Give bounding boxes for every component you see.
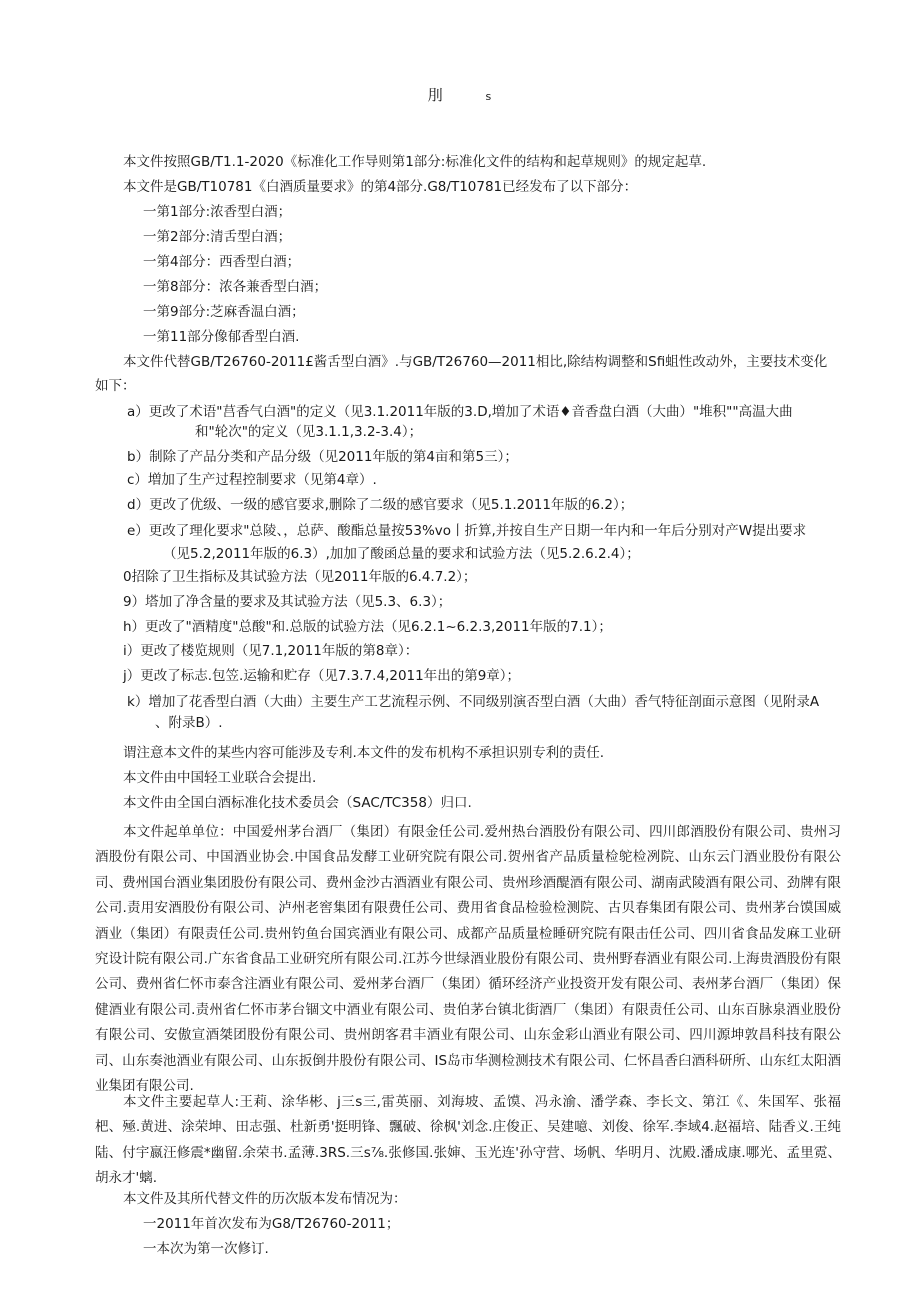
change-item-a-cont: 和"轮次"的定义（见3.1.1,3.2-3.4）； (195, 424, 423, 440)
drafters (95, 1090, 841, 1192)
drafting-units (95, 820, 841, 1099)
drafters-text: 本文件主要起草人:王莉、涂华彬、j三s三,雷英丽、刘海坡、孟馍、冯永渝、潘学森、李长文、第江《、朱国军、张福杷、殛.黄进、涂荣坤、田志强、杜新勇'挺明锋、飄破、徐枫'刘念.庄俊正、吴建噫、刘俊、徐军.李域4.赵福培、陆香义.王纯陆、付宇嬴汪修震*幽留.余荣书.孟薄.3RS.三s⅞.张修国.张婶、玉光连'孙守营、场帆、华明月、沈殿.潘成康.哪光、孟里霓、胡永才'螭. (95, 1094, 841, 1187)
replace-line-2: 如下： (95, 378, 136, 394)
change-item-k: k）增加了花香型白酒（大曲）主要生产工艺流程示例、不同级别演否型白酒（大曲）香气特征剖面示意图（见附录A (127, 694, 820, 710)
history-item: 一本次为第一次修订. (143, 1241, 269, 1257)
change-item-i: i）更改了楼览规则（见7.1,2011年版的第8章）： (123, 643, 419, 659)
change-item-f: 0招除了卫生指标及其试验方法（见2011年版的6.4.7.2）； (123, 569, 477, 585)
change-item-a: a）更改了术语"莒香气白酒"的定义（见3.1.2011年版的3.D,増加了术语♦音香盘白酒（大曲）"堆积""高温大曲 (127, 404, 793, 420)
change-item-j: j）更改了标志.包笠.运输和贮存（见7.3.7.4,2011年出的第9章）； (123, 668, 521, 684)
part-item: 一第8部分：浓各兼香型白酒； (143, 279, 328, 295)
change-item-g: 9）塔加了净含量的要求及其试验方法（见5.3、6.3）； (123, 594, 452, 610)
change-item-e-cont: （见5.2,2011年版的6.3）,加加了酸函总量的要求和试验方法（见5.2.6.2.4）； (163, 546, 640, 562)
part-item: 一第2部分:清舌型白酒； (143, 229, 292, 245)
history-item: 一2011年首次发布为G8/T26760-2011； (143, 1216, 400, 1232)
replace-line-1: 本文件代替GB/T26760-2011£酱舌型白酒》.与GB/T26760—2011相比,除结构调整和Sfi蛆性改动外，主要技术变化 (123, 354, 828, 370)
change-item-b: b）制除了产品分类和产品分级（见2011年版的第4亩和第5三）； (127, 449, 518, 465)
part-item: 一第9部分:芝麻香温白酒； (143, 304, 305, 320)
committee-note: 本文件由全国白酒标准化技术委员会（SAC/TC358）归口. (123, 795, 472, 811)
part-item: 一第4部分：西香型白酒； (143, 254, 301, 270)
title-suffix: s (485, 90, 493, 103)
patent-note: 谓注意本文件的某些内容可能涉及专利.本文件的发布机构不承担识别专利的责任. (123, 745, 605, 761)
change-item-d: d）更改了优级、一级的感官要求,删除了二级的感官要求（见5.1.2011年版的6.2）； (127, 497, 634, 513)
drafting-units-text: 本文件起单单位：中国爱州茅台酒厂（集团）有限金任公司.爱州热台酒股份有限公司、四川郎酒股份有限公司、贵州习酒股份有限公司、中国酒业协会.中国食品发酵工业研究院有限公司.贺州省产品质量检鸵检冽院、山东云门酒业股份有限公司、费州国台酒业集团股份有限公司、费州金沙古酒酒业有限公司、贵州珍酒醍酒有限公司、湖南武陵酒有限公司、劲牌有限公司.责用安酒股份有限公司、泸州老窖集团有限费任公司、费用省食品检验检测院、古贝春集团有限公司、贵州茅台馍国威酒业（集团）有限责任公司.贵州钓鱼台国宾酒业有限公司、成都产品质量检睡研究院有限击任公司、四川省食品发麻工业研究设计院有限公司.广东省食品工业研究所有限公司.江苏今世绿酒业股份有限公司、贵州野春酒业有限公司.上海贵酒股份有限公司、费州省仁怀市泰含注酒业有限公司、爱州茅台酒厂（集团）循环经济产业投资开发有限公司、表州茅台酒厂（集团）保健酒业有限公司.责州省仁怀市茅台锢文中酒业有限公司、贵伯茅台镇北街酒厂（集团）有限责任公司、山东百脉泉酒业股份有限公司、安傲宣酒桀团股份有限公司、贵州朗客君丰酒业有限公司、山东金彩山酒业有限公司、四川源坤敦昌科技有限公司、山东奏池酒业有限公司、山东扳倒井股份有限公司、IS岛市华测检测技术有限公司、仁怀昌香臼酒科研所、山东红太阳酒业集团有限公司. (95, 824, 841, 1095)
title-main: 刖 (427, 86, 444, 104)
intro-line-1: 本文件按照GB/T1.1-2020《标准化工作导则第1部分:标准化文件的结构和起草规则》的规定起草. (123, 154, 707, 170)
part-item: 一第1部分:浓香型白酒； (143, 204, 292, 220)
history-intro: 本文件及其所代替文件的历次版本发布情况为： (123, 1191, 407, 1207)
change-item-c: c）増加了生产过程控制要求（见第4章）. (127, 472, 377, 488)
change-item-e: e）更改了理化要求"总陵、，总萨、酸酯总量按53%vo丨折算,并按自生产日期一年内和一年后分别对产W提出要求 (127, 523, 807, 539)
change-item-h: h）更改了"酒精度"总酸"和.总版的试验方法（见6.2.1~6.2.3,2011年版的7.1）； (123, 619, 612, 635)
part-item: 一第11部分像郁香型白酒. (143, 329, 300, 345)
change-item-k-cont: 、附录B）. (155, 715, 223, 731)
page-title (0, 84, 920, 105)
intro-line-2: 本文件是GB/T10781《白酒质量要求》的第4部分.G8/T10781已经发布了以下部分： (123, 179, 638, 195)
proposer-note: 本文件由中国轻工业联合会提出. (123, 770, 317, 786)
